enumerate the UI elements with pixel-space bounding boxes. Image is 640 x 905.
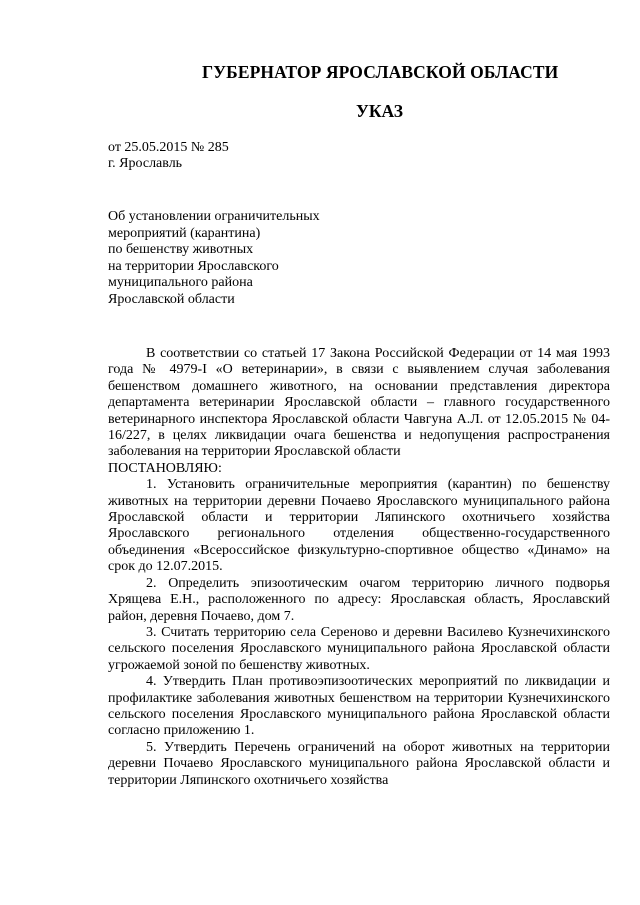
decree-body [108, 346, 610, 789]
decree-item-2: 2. Определить эпизоотическим очагом территорию личного подворья Хрящева Е.Н., расположенного по адресу: Ярославская область, Ярославский район, деревня Почаево, дом 7. [108, 575, 610, 624]
subject-line: по бешенству животных [108, 242, 254, 258]
document-meta [108, 140, 229, 172]
subject-line: на территории Ярославского [108, 258, 279, 274]
subject-line: Об установлении ограничительных [108, 209, 320, 224]
decree-item-1: 1. Установить ограничительные мероприятия (карантин) по бешенству животных на территории деревни Почаево Ярославского муниципального района Ярославской области и территории Ляпинского охотничьего хозяйства Ярославского регионального отделения общественно-государственного объединения «Всероссийское физкультурно-спортивное общество «Динамо» на срок до 12.07.2015. [108, 477, 610, 575]
document-page [108, 0, 610, 905]
subject-line: муниципального района [108, 275, 253, 291]
document-type-heading: УКАЗ [356, 101, 403, 121]
document-title: ГУБЕРНАТОР ЯРОСЛАВСКОЙ ОБЛАСТИ [202, 62, 559, 82]
subject-line: мероприятий (карантина) [108, 225, 261, 241]
subject-line: Ярославской области [108, 291, 235, 307]
resolve-heading: ПОСТАНОВЛЯЮ: [108, 460, 222, 476]
decree-subject [108, 209, 320, 309]
decree-item-3: 3. Считать территорию села Сереново и деревни Василево Кузнечихинского сельского поселения Ярославского муниципального района Ярославской области угрожаемой зоной по бешенству животных. [108, 624, 610, 673]
decree-date-number: от 25.05.2015 № 285 [108, 140, 229, 155]
preamble-paragraph: В соответствии со статьей 17 Закона Российской Федерации от 14 мая 1993 года № 4979-I «О ветеринарии», в связи с выявлением случая заболевания бешенством домашнего животного, на основании представления директора департамента ветеринарии Ярославской области – главного государственного ветеринарного инспектора Ярославской области Чавгуна А.Л. от 12.05.2015 № 04-16/227, в целях ликвидации очага бешенства и недопущения распространения заболевания на территории Ярославской области [108, 346, 610, 460]
decree-item-5: 5. Утвердить Перечень ограничений на оборот животных на территории деревни Почаево Ярославского муниципального района Ярославской области и территории Ляпинского охотничьего хозяйства [108, 739, 610, 788]
decree-item-4: 4. Утвердить План противоэпизоотических мероприятий по ликвидации и профилактике заболевания животных бешенством на территории Кузнечихинского сельского поселения Ярославского муниципального района Ярославской области согласно приложению 1. [108, 674, 610, 739]
decree-city: г. Ярославль [108, 156, 183, 171]
